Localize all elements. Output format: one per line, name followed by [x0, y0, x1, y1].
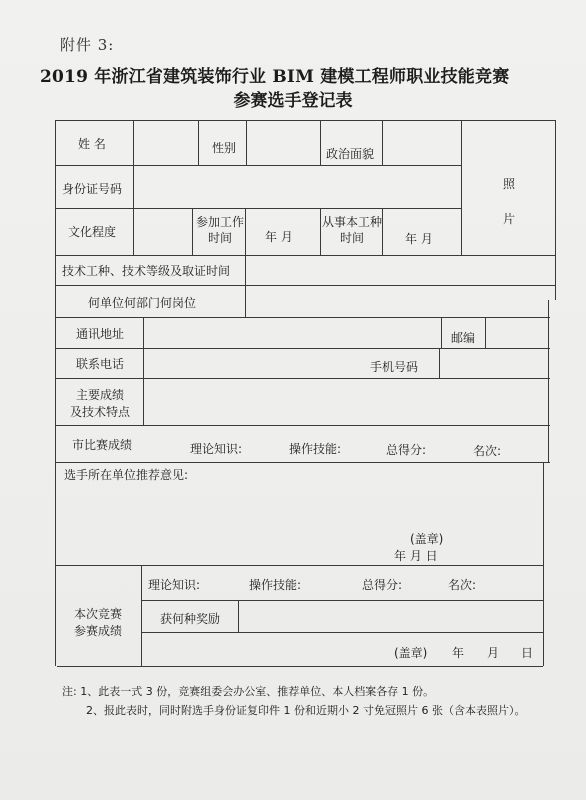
photo-label-top: 照 — [503, 177, 516, 191]
work-start-date: 年 月 — [265, 230, 293, 244]
contest-seal: (盖章) — [394, 646, 428, 660]
note-1: 注: 1、此表一式 3 份，竞赛组委会办公室、推荐单位、本人档案各存 1 份。 — [62, 685, 435, 698]
id-number-label: 身份证号码 — [62, 182, 123, 196]
city-total-label: 总得分: — [386, 443, 427, 457]
form-title: 2019 年浙江省建筑装饰行业 BIM 建模工程师职业技能竞赛 — [40, 67, 510, 87]
award-label: 获何种奖励 — [160, 612, 221, 626]
name-label: 姓 名 — [78, 137, 106, 151]
city-rank-label: 名次: — [473, 444, 502, 458]
recommendation-date: 年 月 日 — [394, 549, 438, 563]
contest-theory-label: 理论知识: — [148, 578, 201, 592]
postcode-label: 邮编 — [451, 331, 476, 345]
contest-year: 年 — [452, 646, 465, 660]
recommendation-seal: (盖章) — [410, 532, 444, 546]
city-operation-label: 操作技能: — [289, 442, 342, 456]
mobile-label: 手机号码 — [370, 360, 419, 374]
photo-label-bottom: 片 — [503, 212, 516, 226]
trade-start-label: 从事本工种时间 — [322, 215, 383, 245]
political-status-label: 政治面貌 — [326, 147, 375, 161]
attachment-label: 附件 3: — [60, 36, 115, 54]
city-theory-label: 理论知识: — [190, 442, 243, 456]
recommendation-label: 选手所在单位推荐意见: — [64, 468, 189, 482]
contest-total-label: 总得分: — [362, 578, 403, 592]
contest-rank-label: 名次: — [448, 578, 477, 592]
education-label: 文化程度 — [68, 225, 117, 239]
contest-operation-label: 操作技能: — [249, 578, 302, 592]
note-2: 2、报此表时，同时附选手身份证复印件 1 份和近期小 2 寸免冠照片 6 张（含本表照片）。 — [86, 704, 526, 717]
city-contest-label: 市比赛成绩 — [72, 438, 133, 452]
contest-month: 月 — [487, 646, 500, 660]
achievements-label-2: 及技术特点 — [70, 405, 131, 419]
gender-label: 性别 — [212, 141, 237, 155]
trade-start-date: 年 月 — [405, 232, 433, 246]
work-start-label: 参加工作时间 — [196, 215, 245, 245]
skill-label: 技术工种、技术等级及取证时间 — [62, 264, 231, 278]
phone-label: 联系电话 — [76, 357, 125, 371]
form-subtitle: 参赛选手登记表 — [233, 91, 353, 111]
contest-label-1: 本次竞赛 — [74, 607, 123, 621]
address-label: 通讯地址 — [76, 327, 125, 341]
contest-label-2: 参赛成绩 — [74, 624, 123, 638]
unit-label: 何单位何部门何岗位 — [88, 296, 197, 310]
contest-day: 日 — [521, 646, 534, 660]
achievements-label-1: 主要成绩 — [76, 388, 125, 402]
